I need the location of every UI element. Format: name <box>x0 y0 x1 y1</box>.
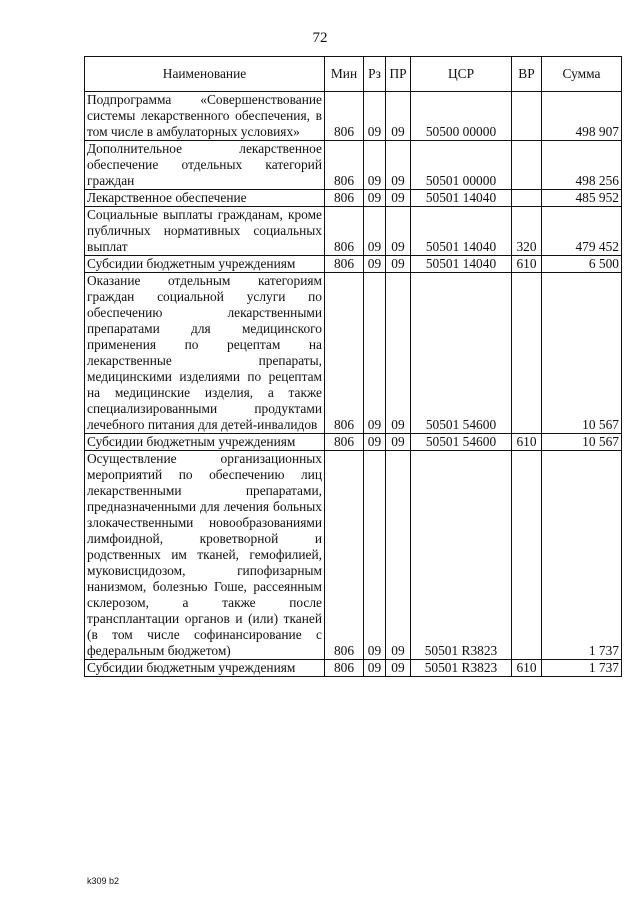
row-pr: 09 <box>386 92 411 141</box>
row-vr: 610 <box>512 256 542 273</box>
row-rz: 09 <box>364 451 386 660</box>
row-name: Подпрограмма «Совершенствование системы лекарственного обеспечения, в том числе в амбулаторных условиях» <box>85 92 325 141</box>
row-rz: 09 <box>364 141 386 190</box>
row-rz: 09 <box>364 190 386 207</box>
row-min: 806 <box>325 660 364 677</box>
row-csr: 50501 14040 <box>411 256 512 273</box>
row-sum: 6 500 <box>542 256 622 273</box>
row-name: Субсидии бюджетным учреждениям <box>85 660 325 677</box>
row-min: 806 <box>325 273 364 434</box>
row-sum: 498 256 <box>542 141 622 190</box>
row-name: Осуществление организационных мероприятий по обеспечению лиц лекарственными препаратами, предназначенными для лечения больных злокачественными новообразованиями лимфоидной, кроветворной и родственных им тканей, гемофилией, муковисцидозом, гипофизарным нанизмом, болезнью Гоше, рассеянным склерозом, а также после трансплантации органов и (или) тканей (в том числе софинансирование с федеральным бюджетом) <box>85 451 325 660</box>
row-name: Субсидии бюджетным учреждениям <box>85 434 325 451</box>
table-row <box>85 207 622 256</box>
header-min: Мин <box>325 57 364 92</box>
header-name: Наименование <box>85 57 325 92</box>
row-pr: 09 <box>386 434 411 451</box>
table-row <box>85 451 622 660</box>
row-csr: 50501 54600 <box>411 434 512 451</box>
table-row <box>85 141 622 190</box>
row-sum: 1 737 <box>542 660 622 677</box>
row-rz: 09 <box>364 92 386 141</box>
row-csr: 50501 14040 <box>411 190 512 207</box>
footer-code: k309 b2 <box>87 876 120 886</box>
row-csr: 50500 00000 <box>411 92 512 141</box>
row-min: 806 <box>325 92 364 141</box>
row-name: Лекарственное обеспечение <box>85 190 325 207</box>
header-sum: Сумма <box>542 57 622 92</box>
row-sum: 498 907 <box>542 92 622 141</box>
row-sum: 10 567 <box>542 434 622 451</box>
row-sum: 10 567 <box>542 273 622 434</box>
row-min: 806 <box>325 190 364 207</box>
row-vr <box>512 190 542 207</box>
row-pr: 09 <box>386 451 411 660</box>
row-csr: 50501 00000 <box>411 141 512 190</box>
row-name: Субсидии бюджетным учреждениям <box>85 256 325 273</box>
row-pr: 09 <box>386 660 411 677</box>
budget-table <box>84 56 622 677</box>
row-pr: 09 <box>386 273 411 434</box>
table-row <box>85 92 622 141</box>
table-row <box>85 190 622 207</box>
row-min: 806 <box>325 451 364 660</box>
row-pr: 09 <box>386 190 411 207</box>
header-row <box>85 57 622 92</box>
table-row <box>85 434 622 451</box>
row-rz: 09 <box>364 256 386 273</box>
table-row <box>85 660 622 677</box>
header-rz: Рз <box>364 57 386 92</box>
row-name: Дополнительное лекарственное обеспечение отдельных категорий граждан <box>85 141 325 190</box>
row-sum: 485 952 <box>542 190 622 207</box>
row-pr: 09 <box>386 141 411 190</box>
row-vr <box>512 273 542 434</box>
row-min: 806 <box>325 256 364 273</box>
row-sum: 1 737 <box>542 451 622 660</box>
header-csr: ЦСР <box>411 57 512 92</box>
row-min: 806 <box>325 434 364 451</box>
page-number: 72 <box>312 30 328 46</box>
row-vr: 320 <box>512 207 542 256</box>
row-vr <box>512 141 542 190</box>
row-min: 806 <box>325 207 364 256</box>
row-pr: 09 <box>386 207 411 256</box>
row-csr: 50501 14040 <box>411 207 512 256</box>
row-rz: 09 <box>364 660 386 677</box>
row-rz: 09 <box>364 434 386 451</box>
row-name: Социальные выплаты гражданам, кроме публичных нормативных социальных выплат <box>85 207 325 256</box>
header-pr: ПР <box>386 57 411 92</box>
table-row <box>85 256 622 273</box>
table-row <box>85 273 622 434</box>
row-vr: 610 <box>512 434 542 451</box>
row-vr: 610 <box>512 660 542 677</box>
row-vr <box>512 92 542 141</box>
row-csr: 50501 54600 <box>411 273 512 434</box>
header-vr: ВР <box>512 57 542 92</box>
row-rz: 09 <box>364 207 386 256</box>
row-csr: 50501 R3823 <box>411 660 512 677</box>
row-min: 806 <box>325 141 364 190</box>
row-rz: 09 <box>364 273 386 434</box>
row-name: Оказание отдельным категориям граждан социальной услуги по обеспечению лекарственными препаратами для медицинского применения по рецептам на лекарственные препараты, медицинскими изделиями по рецептам на медицинские изделия, а также специализированными продуктами лечебного питания для детей-инвалидов <box>85 273 325 434</box>
row-vr <box>512 451 542 660</box>
row-pr: 09 <box>386 256 411 273</box>
row-sum: 479 452 <box>542 207 622 256</box>
row-csr: 50501 R3823 <box>411 451 512 660</box>
